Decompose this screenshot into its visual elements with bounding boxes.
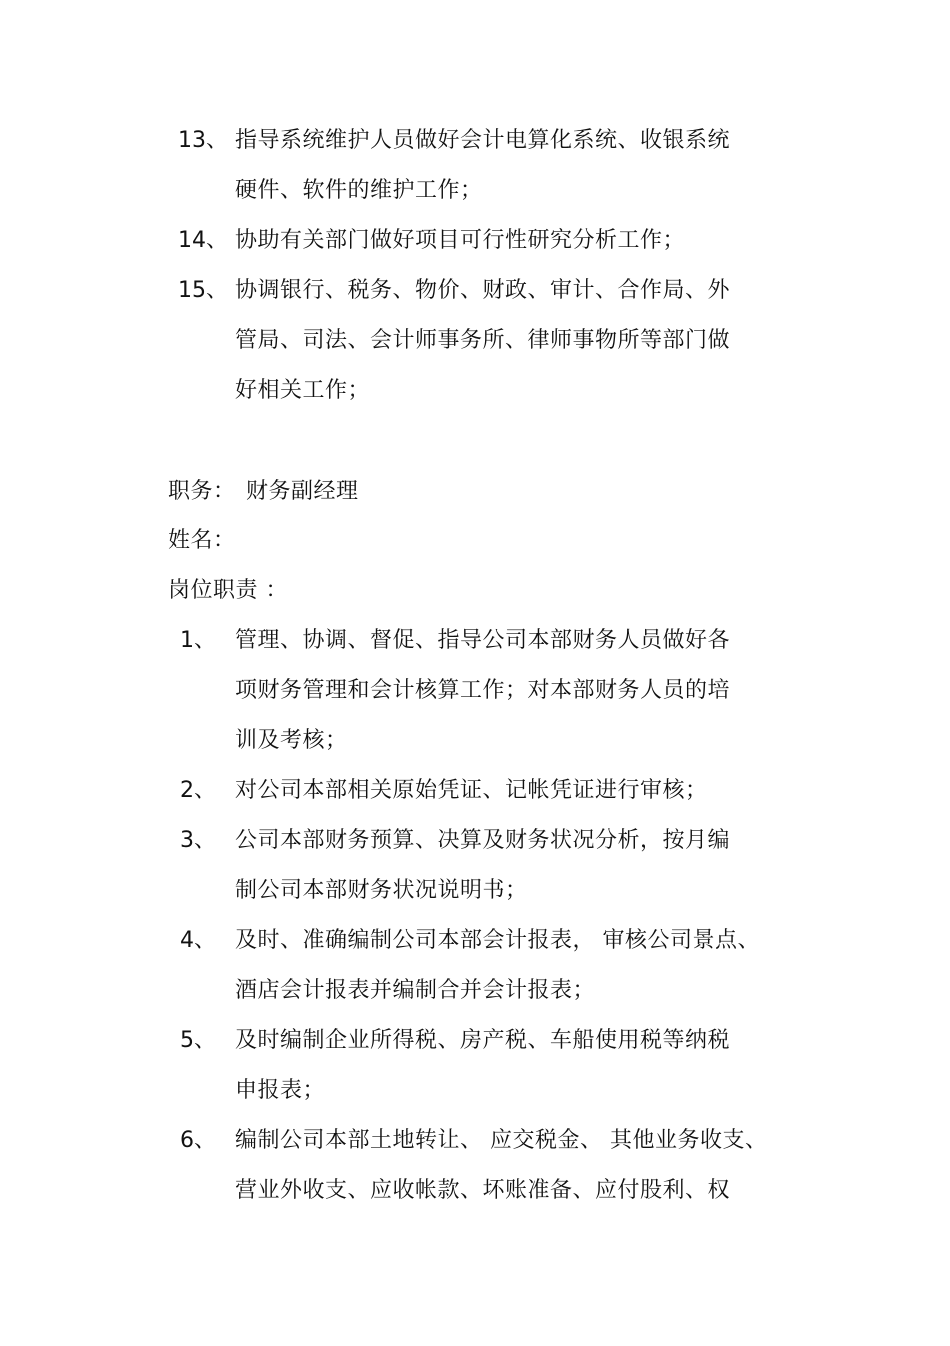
item-text-line: 训及考核； (235, 728, 348, 753)
item-number: 1、 (180, 628, 216, 653)
item-text-line: 公司本部财务预算、决算及财务状况分析，按月编 (235, 828, 731, 853)
item-number: 6、 (180, 1128, 216, 1153)
item-text-line: 及时编制企业所得税、房产税、车船使用税等纳税 (235, 1028, 731, 1053)
item-text-line: 好相关工作； (235, 378, 371, 403)
position-title-label: 职务： (168, 479, 236, 504)
item-text-line: 营业外收支、应收帐款、坏账准备、应付股利、权 (235, 1178, 731, 1203)
item-number: 4、 (180, 928, 216, 953)
item-number: 2、 (180, 778, 216, 803)
item-text-line: 对公司本部相关原始凭证、记帐凭证进行审核； (235, 778, 708, 803)
item-number: 13、 (178, 128, 228, 153)
item-number: 5、 (180, 1028, 216, 1053)
item-text-line: 制公司本部财务状况说明书； (235, 878, 528, 903)
item-text-line: 管理、协调、督促、指导公司本部财务人员做好各 (235, 628, 731, 653)
item-text-line: 酒店会计报表并编制合并会计报表； (235, 978, 596, 1003)
item-number: 15、 (178, 278, 228, 303)
item-text-line: 协助有关部门做好项目可行性研究分析工作； (235, 228, 686, 253)
item-text-line: 项财务管理和会计核算工作；对本部财务人员的培 (235, 678, 731, 703)
item-text-line: 指导系统维护人员做好会计电算化系统、收银系统 (235, 128, 731, 153)
item-text-line: 管局、司法、会计师事务所、律师事物所等部门做 (235, 328, 731, 353)
item-text-line: 协调银行、税务、物价、财政、审计、合作局、外 (235, 278, 731, 303)
item-number: 3、 (180, 828, 216, 853)
item-text-line: 硬件、软件的维护工作； (235, 178, 483, 203)
position-title-value: 财务副经理 (246, 479, 359, 504)
item-text-line: 编制公司本部土地转让、 应交税金、 其他业务收支、 (235, 1128, 768, 1153)
item-number: 14、 (178, 228, 228, 253)
duties-label: 岗位职责 ： (168, 578, 288, 603)
item-text-line: 及时、准确编制公司本部会计报表， 审核公司景点、 (235, 928, 760, 953)
name-label: 姓名： (168, 528, 236, 553)
item-text-line: 申报表； (235, 1078, 326, 1103)
